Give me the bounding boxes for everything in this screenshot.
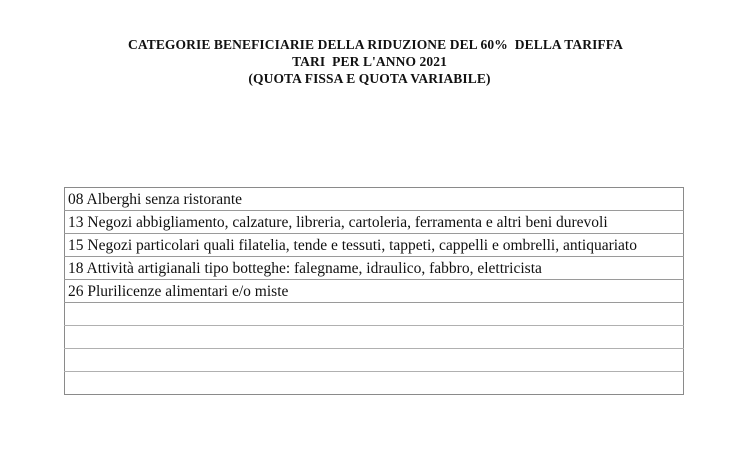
document-title <box>0 36 739 87</box>
empty-cell <box>65 303 684 326</box>
table-row <box>65 188 684 211</box>
empty-cell <box>65 372 684 395</box>
empty-cell <box>65 326 684 349</box>
table-row <box>65 234 684 257</box>
categories-table <box>64 187 684 395</box>
table-row <box>65 211 684 234</box>
empty-table-row <box>65 303 684 326</box>
category-cell: 26 Plurilicenze alimentari e/o miste <box>65 280 684 303</box>
category-cell: 13 Negozi abbigliamento, calzature, libreria, cartoleria, ferramenta e altri beni durevoli <box>65 211 684 234</box>
empty-table-row <box>65 372 684 395</box>
table-row <box>65 280 684 303</box>
category-cell: 15 Negozi particolari quali filatelia, tende e tessuti, tappeti, cappelli e ombrelli, antiquariato <box>65 234 684 257</box>
category-cell: 08 Alberghi senza ristorante <box>65 188 684 211</box>
title-line-1: CATEGORIE BENEFICIARIE DELLA RIDUZIONE DEL 60% DELLA TARIFFA <box>128 37 623 52</box>
empty-cell <box>65 349 684 372</box>
category-cell: 18 Attività artigianali tipo botteghe: falegname, idraulico, fabbro, elettricista <box>65 257 684 280</box>
title-line-3: (QUOTA FISSA E QUOTA VARIABILE) <box>248 71 491 86</box>
empty-table-row <box>65 326 684 349</box>
title-line-2: TARI PER L'ANNO 2021 <box>292 54 447 69</box>
empty-table-row <box>65 349 684 372</box>
table-row <box>65 257 684 280</box>
